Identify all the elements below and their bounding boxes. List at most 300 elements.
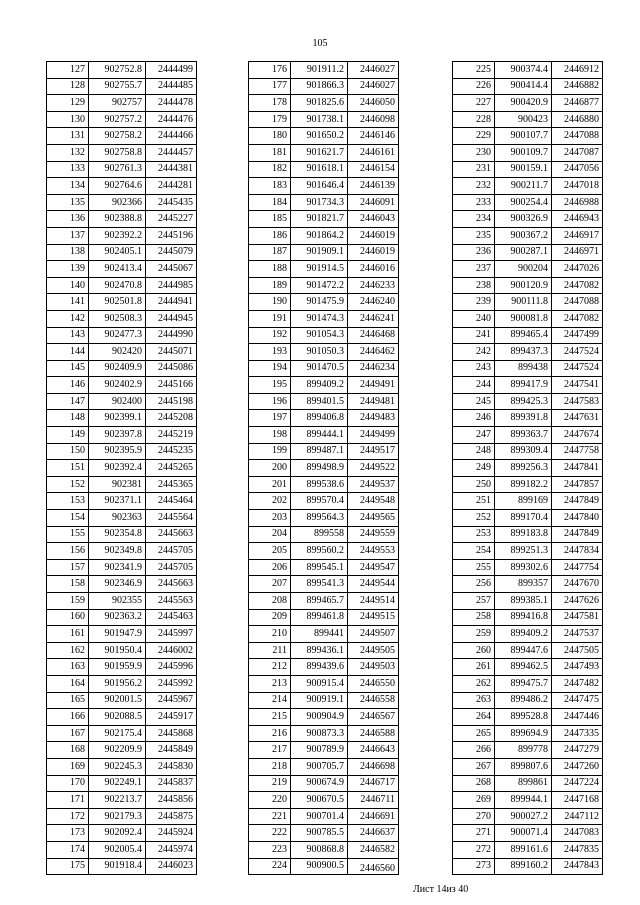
- point-number-cell: 161: [47, 626, 89, 643]
- x-coordinate-cell: 899183.8: [495, 526, 552, 543]
- table-row: [453, 78, 603, 95]
- coordinates-table-left: [46, 61, 197, 875]
- table-row: [249, 377, 399, 394]
- point-number-cell: 163: [47, 659, 89, 676]
- y-coordinate-cell: 2447018: [552, 178, 603, 195]
- x-coordinate-cell: 899486.2: [495, 692, 552, 709]
- x-coordinate-cell: 902175.4: [89, 725, 146, 742]
- y-coordinate-cell: 2446988: [552, 194, 603, 211]
- point-number-cell: 240: [453, 310, 495, 327]
- table-row: [249, 725, 399, 742]
- table-row: [249, 510, 399, 527]
- page-number: 105: [312, 38, 328, 49]
- point-number-cell: 254: [453, 543, 495, 560]
- y-coordinate-cell: 2447056: [552, 161, 603, 178]
- point-number-cell: 217: [249, 742, 291, 759]
- point-number-cell: 170: [47, 775, 89, 792]
- table-row: [47, 360, 197, 377]
- x-coordinate-cell: 899564.3: [291, 510, 348, 527]
- point-number-cell: 182: [249, 161, 291, 178]
- table-row: [453, 576, 603, 593]
- y-coordinate-cell: 2447840: [552, 510, 603, 527]
- y-coordinate-cell: 2445856: [146, 792, 197, 809]
- x-coordinate-cell: 900211.7: [495, 178, 552, 195]
- table-row: [453, 111, 603, 128]
- point-number-cell: 147: [47, 393, 89, 410]
- x-coordinate-cell: 899694.9: [495, 725, 552, 742]
- x-coordinate-cell: 902400: [89, 393, 146, 410]
- point-number-cell: 193: [249, 344, 291, 361]
- y-coordinate-cell: 2446550: [348, 675, 399, 692]
- y-coordinate-cell: 2446023: [146, 858, 197, 875]
- x-coordinate-cell: 901475.9: [291, 294, 348, 311]
- y-coordinate-cell: 2445563: [146, 593, 197, 610]
- point-number-cell: 243: [453, 360, 495, 377]
- x-coordinate-cell: 899861: [495, 775, 552, 792]
- table-row: [47, 227, 197, 244]
- y-coordinate-cell: 2445868: [146, 725, 197, 742]
- x-coordinate-cell: 899182.2: [495, 476, 552, 493]
- table-row: [47, 377, 197, 394]
- table-row: [47, 427, 197, 444]
- y-coordinate-cell: 2449507: [348, 626, 399, 643]
- table-row: [47, 410, 197, 427]
- y-coordinate-cell: 2449491: [348, 377, 399, 394]
- x-coordinate-cell: 900904.9: [291, 709, 348, 726]
- table-row: [47, 709, 197, 726]
- table-row: [453, 194, 603, 211]
- y-coordinate-cell: 2449522: [348, 460, 399, 477]
- x-coordinate-cell: 901618.1: [291, 161, 348, 178]
- table-row: [249, 161, 399, 178]
- x-coordinate-cell: 900705.7: [291, 758, 348, 775]
- x-coordinate-cell: 900111.8: [495, 294, 552, 311]
- table-row: [47, 493, 197, 510]
- point-number-cell: 251: [453, 493, 495, 510]
- point-number-cell: 157: [47, 559, 89, 576]
- point-number-cell: 252: [453, 510, 495, 527]
- y-coordinate-cell: 2449544: [348, 576, 399, 593]
- point-number-cell: 253: [453, 526, 495, 543]
- y-coordinate-cell: 2449503: [348, 659, 399, 676]
- table-row: [453, 261, 603, 278]
- y-coordinate-cell: 2444985: [146, 277, 197, 294]
- table-row: [47, 858, 197, 875]
- point-number-cell: 248: [453, 443, 495, 460]
- x-coordinate-cell: 900868.8: [291, 841, 348, 858]
- y-coordinate-cell: 2447834: [552, 543, 603, 560]
- x-coordinate-cell: 902001.5: [89, 692, 146, 709]
- table-row: [453, 443, 603, 460]
- point-number-cell: 197: [249, 410, 291, 427]
- x-coordinate-cell: 900071.4: [495, 825, 552, 842]
- table-row: [453, 294, 603, 311]
- table-row: [249, 111, 399, 128]
- point-number-cell: 153: [47, 493, 89, 510]
- x-coordinate-cell: 899161.6: [495, 841, 552, 858]
- point-number-cell: 142: [47, 310, 89, 327]
- x-coordinate-cell: 900915.4: [291, 675, 348, 692]
- y-coordinate-cell: 2447224: [552, 775, 603, 792]
- point-number-cell: 159: [47, 593, 89, 610]
- x-coordinate-cell: 899160.2: [495, 858, 552, 875]
- x-coordinate-cell: 902757: [89, 95, 146, 112]
- y-coordinate-cell: 2446560: [348, 858, 399, 875]
- table-row: [453, 410, 603, 427]
- table-row: [249, 493, 399, 510]
- x-coordinate-cell: 899462.5: [495, 659, 552, 676]
- table-row: [47, 526, 197, 543]
- point-number-cell: 164: [47, 675, 89, 692]
- y-coordinate-cell: 2447674: [552, 427, 603, 444]
- point-number-cell: 220: [249, 792, 291, 809]
- y-coordinate-cell: 2449548: [348, 493, 399, 510]
- point-number-cell: 174: [47, 841, 89, 858]
- y-coordinate-cell: 2445198: [146, 393, 197, 410]
- x-coordinate-cell: 899807.6: [495, 758, 552, 775]
- point-number-cell: 265: [453, 725, 495, 742]
- table-row: [249, 410, 399, 427]
- x-coordinate-cell: 900423: [495, 111, 552, 128]
- x-coordinate-cell: 899444.1: [291, 427, 348, 444]
- x-coordinate-cell: 899409.2: [495, 626, 552, 643]
- y-coordinate-cell: 2446882: [552, 78, 603, 95]
- y-coordinate-cell: 2446558: [348, 692, 399, 709]
- x-coordinate-cell: 902758.2: [89, 128, 146, 145]
- y-coordinate-cell: 2446588: [348, 725, 399, 742]
- x-coordinate-cell: 899309.4: [495, 443, 552, 460]
- y-coordinate-cell: 2446027: [348, 78, 399, 95]
- y-coordinate-cell: 2445967: [146, 692, 197, 709]
- x-coordinate-cell: 899570.4: [291, 493, 348, 510]
- x-coordinate-cell: 900367.2: [495, 227, 552, 244]
- table-row: [47, 277, 197, 294]
- point-number-cell: 148: [47, 410, 89, 427]
- table-row: [249, 62, 399, 79]
- point-number-cell: 203: [249, 510, 291, 527]
- x-coordinate-cell: 900414.4: [495, 78, 552, 95]
- y-coordinate-cell: 2446016: [348, 261, 399, 278]
- point-number-cell: 259: [453, 626, 495, 643]
- x-coordinate-cell: 902508.3: [89, 310, 146, 327]
- point-number-cell: 214: [249, 692, 291, 709]
- y-coordinate-cell: 2446711: [348, 792, 399, 809]
- y-coordinate-cell: 2446027: [348, 62, 399, 79]
- point-number-cell: 132: [47, 144, 89, 161]
- table-row: [249, 194, 399, 211]
- point-number-cell: 168: [47, 742, 89, 759]
- point-number-cell: 264: [453, 709, 495, 726]
- table-row: [453, 178, 603, 195]
- x-coordinate-cell: 902388.8: [89, 211, 146, 228]
- x-coordinate-cell: 902363.2: [89, 609, 146, 626]
- point-number-cell: 133: [47, 161, 89, 178]
- coordinates-table-right: [452, 61, 603, 875]
- point-number-cell: 172: [47, 808, 89, 825]
- y-coordinate-cell: 2446917: [552, 227, 603, 244]
- point-number-cell: 155: [47, 526, 89, 543]
- y-coordinate-cell: 2449483: [348, 410, 399, 427]
- x-coordinate-cell: 901621.7: [291, 144, 348, 161]
- table-row: [453, 510, 603, 527]
- table-row: [249, 543, 399, 560]
- y-coordinate-cell: 2445849: [146, 742, 197, 759]
- point-number-cell: 179: [249, 111, 291, 128]
- x-coordinate-cell: 902363: [89, 510, 146, 527]
- x-coordinate-cell: 902755.7: [89, 78, 146, 95]
- point-number-cell: 198: [249, 427, 291, 444]
- table-row: [249, 609, 399, 626]
- table-row: [47, 393, 197, 410]
- y-coordinate-cell: 2447626: [552, 593, 603, 610]
- x-coordinate-cell: 902213.7: [89, 792, 146, 809]
- x-coordinate-cell: 900919.1: [291, 692, 348, 709]
- point-number-cell: 178: [249, 95, 291, 112]
- point-number-cell: 136: [47, 211, 89, 228]
- x-coordinate-cell: 899465.7: [291, 593, 348, 610]
- x-coordinate-cell: 899170.4: [495, 510, 552, 527]
- x-coordinate-cell: 901734.3: [291, 194, 348, 211]
- table-row: [47, 510, 197, 527]
- table-row: [249, 227, 399, 244]
- point-number-cell: 201: [249, 476, 291, 493]
- point-number-cell: 162: [47, 642, 89, 659]
- y-coordinate-cell: 2445086: [146, 360, 197, 377]
- table-row: [47, 95, 197, 112]
- y-coordinate-cell: 2446637: [348, 825, 399, 842]
- point-number-cell: 263: [453, 692, 495, 709]
- table-row: [453, 95, 603, 112]
- y-coordinate-cell: 2447581: [552, 609, 603, 626]
- y-coordinate-cell: 2445974: [146, 841, 197, 858]
- table-row: [249, 310, 399, 327]
- point-number-cell: 145: [47, 360, 89, 377]
- coordinates-table-middle: [248, 61, 399, 875]
- y-coordinate-cell: 2447088: [552, 294, 603, 311]
- point-number-cell: 233: [453, 194, 495, 211]
- y-coordinate-cell: 2445992: [146, 675, 197, 692]
- table-row: [453, 559, 603, 576]
- x-coordinate-cell: 900674.9: [291, 775, 348, 792]
- table-row: [249, 526, 399, 543]
- y-coordinate-cell: 2446462: [348, 344, 399, 361]
- y-coordinate-cell: 2446019: [348, 227, 399, 244]
- table-row: [249, 178, 399, 195]
- point-number-cell: 187: [249, 244, 291, 261]
- y-coordinate-cell: 2446240: [348, 294, 399, 311]
- point-number-cell: 167: [47, 725, 89, 742]
- x-coordinate-cell: 901864.2: [291, 227, 348, 244]
- table-row: [47, 808, 197, 825]
- table-row: [249, 144, 399, 161]
- x-coordinate-cell: 901821.7: [291, 211, 348, 228]
- point-number-cell: 247: [453, 427, 495, 444]
- y-coordinate-cell: 2446091: [348, 194, 399, 211]
- x-coordinate-cell: 902761.3: [89, 161, 146, 178]
- y-coordinate-cell: 2447754: [552, 559, 603, 576]
- x-coordinate-cell: 899406.8: [291, 410, 348, 427]
- x-coordinate-cell: 900789.9: [291, 742, 348, 759]
- x-coordinate-cell: 902397.8: [89, 427, 146, 444]
- x-coordinate-cell: 900785.5: [291, 825, 348, 842]
- table-row: [453, 626, 603, 643]
- y-coordinate-cell: 2447168: [552, 792, 603, 809]
- y-coordinate-cell: 2447482: [552, 675, 603, 692]
- table-row: [249, 393, 399, 410]
- point-number-cell: 185: [249, 211, 291, 228]
- y-coordinate-cell: 2447082: [552, 310, 603, 327]
- y-coordinate-cell: 2447849: [552, 493, 603, 510]
- point-number-cell: 199: [249, 443, 291, 460]
- table-row: [453, 161, 603, 178]
- table-row: [47, 775, 197, 792]
- table-row: [453, 476, 603, 493]
- x-coordinate-cell: 902349.8: [89, 543, 146, 560]
- point-number-cell: 207: [249, 576, 291, 593]
- y-coordinate-cell: 2447082: [552, 277, 603, 294]
- y-coordinate-cell: 2445435: [146, 194, 197, 211]
- y-coordinate-cell: 2445663: [146, 576, 197, 593]
- y-coordinate-cell: 2447631: [552, 410, 603, 427]
- y-coordinate-cell: 2449481: [348, 393, 399, 410]
- point-number-cell: 237: [453, 261, 495, 278]
- table-row: [47, 443, 197, 460]
- table-row: [249, 593, 399, 610]
- y-coordinate-cell: 2447475: [552, 692, 603, 709]
- point-number-cell: 222: [249, 825, 291, 842]
- table-row: [453, 62, 603, 79]
- x-coordinate-cell: 899251.3: [495, 543, 552, 560]
- point-number-cell: 206: [249, 559, 291, 576]
- y-coordinate-cell: 2447537: [552, 626, 603, 643]
- y-coordinate-cell: 2447446: [552, 709, 603, 726]
- point-number-cell: 266: [453, 742, 495, 759]
- table-row: [47, 194, 197, 211]
- x-coordinate-cell: 902392.2: [89, 227, 146, 244]
- table-row: [453, 344, 603, 361]
- x-coordinate-cell: 899436.1: [291, 642, 348, 659]
- point-number-cell: 228: [453, 111, 495, 128]
- x-coordinate-cell: 902399.1: [89, 410, 146, 427]
- point-number-cell: 204: [249, 526, 291, 543]
- x-coordinate-cell: 900107.7: [495, 128, 552, 145]
- y-coordinate-cell: 2447083: [552, 825, 603, 842]
- x-coordinate-cell: 900027.2: [495, 808, 552, 825]
- y-coordinate-cell: 2445166: [146, 377, 197, 394]
- table-row: [249, 277, 399, 294]
- x-coordinate-cell: 901909.1: [291, 244, 348, 261]
- x-coordinate-cell: 900900.5: [291, 858, 348, 875]
- table-row: [453, 792, 603, 809]
- point-number-cell: 234: [453, 211, 495, 228]
- point-number-cell: 267: [453, 758, 495, 775]
- x-coordinate-cell: 901911.2: [291, 62, 348, 79]
- point-number-cell: 238: [453, 277, 495, 294]
- y-coordinate-cell: 2446943: [552, 211, 603, 228]
- y-coordinate-cell: 2445219: [146, 427, 197, 444]
- y-coordinate-cell: 2445997: [146, 626, 197, 643]
- x-coordinate-cell: 902392.4: [89, 460, 146, 477]
- x-coordinate-cell: 899545.1: [291, 559, 348, 576]
- point-number-cell: 262: [453, 675, 495, 692]
- y-coordinate-cell: 2449515: [348, 609, 399, 626]
- x-coordinate-cell: 901959.9: [89, 659, 146, 676]
- point-number-cell: 229: [453, 128, 495, 145]
- x-coordinate-cell: 899447.6: [495, 642, 552, 659]
- point-number-cell: 211: [249, 642, 291, 659]
- table-row: [249, 443, 399, 460]
- point-number-cell: 224: [249, 858, 291, 875]
- table-row: [249, 709, 399, 726]
- table-row: [47, 327, 197, 344]
- x-coordinate-cell: 902477.3: [89, 327, 146, 344]
- y-coordinate-cell: 2447088: [552, 128, 603, 145]
- point-number-cell: 261: [453, 659, 495, 676]
- table-row: [249, 559, 399, 576]
- point-number-cell: 244: [453, 377, 495, 394]
- table-row: [453, 642, 603, 659]
- y-coordinate-cell: 2446161: [348, 144, 399, 161]
- x-coordinate-cell: 899439.6: [291, 659, 348, 676]
- x-coordinate-cell: 902346.9: [89, 576, 146, 593]
- point-number-cell: 130: [47, 111, 89, 128]
- point-number-cell: 143: [47, 327, 89, 344]
- x-coordinate-cell: 899538.6: [291, 476, 348, 493]
- x-coordinate-cell: 899438: [495, 360, 552, 377]
- y-coordinate-cell: 2449505: [348, 642, 399, 659]
- y-coordinate-cell: 2447279: [552, 742, 603, 759]
- y-coordinate-cell: 2447112: [552, 808, 603, 825]
- x-coordinate-cell: 902354.8: [89, 526, 146, 543]
- point-number-cell: 171: [47, 792, 89, 809]
- table-row: [249, 294, 399, 311]
- table-row: [47, 261, 197, 278]
- x-coordinate-cell: 900287.1: [495, 244, 552, 261]
- point-number-cell: 255: [453, 559, 495, 576]
- table-row: [453, 841, 603, 858]
- table-row: [47, 675, 197, 692]
- table-row: [47, 642, 197, 659]
- table-row: [249, 78, 399, 95]
- table-row: [453, 327, 603, 344]
- point-number-cell: 273: [453, 858, 495, 875]
- x-coordinate-cell: 901054.3: [291, 327, 348, 344]
- table-row: [249, 775, 399, 792]
- table-row: [47, 825, 197, 842]
- point-number-cell: 202: [249, 493, 291, 510]
- table-row: [453, 593, 603, 610]
- table-row: [249, 460, 399, 477]
- point-number-cell: 196: [249, 393, 291, 410]
- x-coordinate-cell: 901956.2: [89, 675, 146, 692]
- table-row: [47, 178, 197, 195]
- point-number-cell: 225: [453, 62, 495, 79]
- point-number-cell: 189: [249, 277, 291, 294]
- y-coordinate-cell: 2446241: [348, 310, 399, 327]
- y-coordinate-cell: 2444476: [146, 111, 197, 128]
- y-coordinate-cell: 2444281: [146, 178, 197, 195]
- y-coordinate-cell: 2447493: [552, 659, 603, 676]
- table-row: [249, 95, 399, 112]
- table-row: [453, 825, 603, 842]
- table-row: [249, 692, 399, 709]
- table-row: [47, 211, 197, 228]
- table-row: [453, 543, 603, 560]
- x-coordinate-cell: 900081.8: [495, 310, 552, 327]
- y-coordinate-cell: 2446567: [348, 709, 399, 726]
- x-coordinate-cell: 902371.1: [89, 493, 146, 510]
- x-coordinate-cell: 900873.3: [291, 725, 348, 742]
